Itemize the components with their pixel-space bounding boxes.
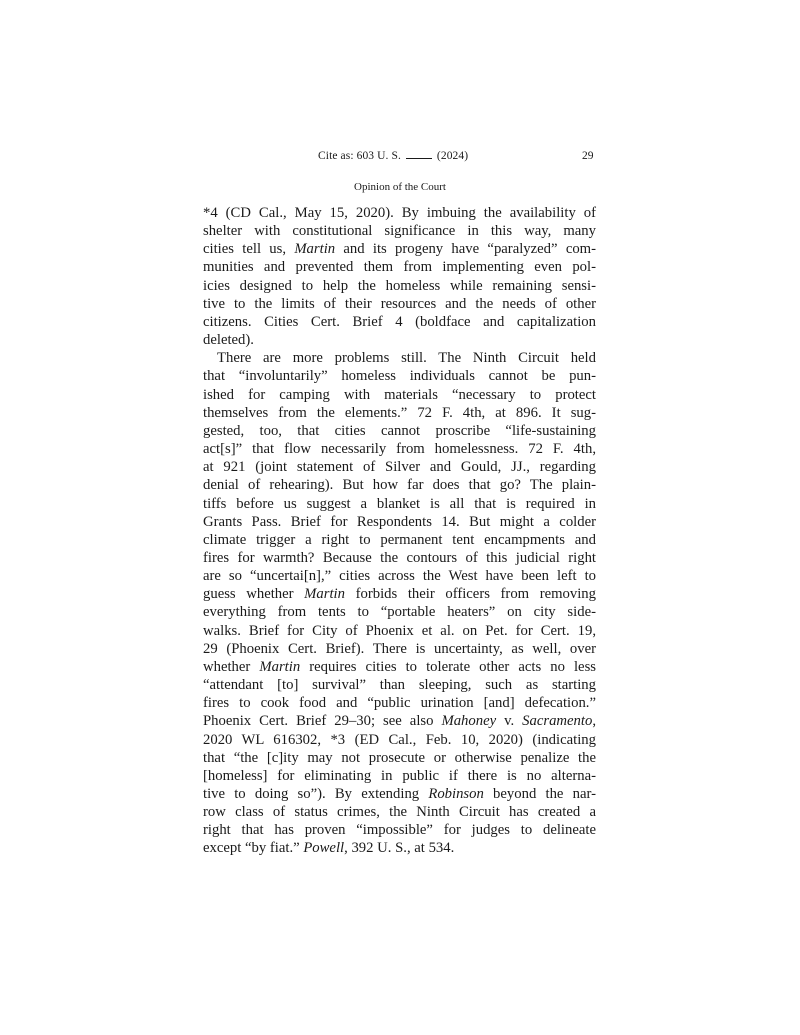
case-name: Mahoney xyxy=(441,713,497,730)
text-line: that “the [c]ity may not prosecute or otherwise penalize the xyxy=(203,749,596,766)
citation-header xyxy=(318,150,468,162)
text-line: “attendant [to] survival” than sleeping, such as starting xyxy=(203,677,596,694)
text-line: shelter with constitutional significance in this way, many xyxy=(203,223,596,240)
text-line: tive to doing so”). By extending Robinson beyond the nar- xyxy=(203,786,596,802)
text-line: themselves from the elements.” 72 F. 4th, at 896. It sug- xyxy=(203,404,596,421)
text-line: gested, too, that cities cannot proscribe “life-sustaining xyxy=(203,422,596,439)
text-line: ished for camping with materials “necessary to protect xyxy=(203,386,596,403)
text-line: denial of rehearing). But how far does that go? The plain- xyxy=(203,477,596,494)
case-name: Martin xyxy=(304,586,345,603)
text-line: that “involuntarily” homeless individuals cannot be pun- xyxy=(203,368,596,385)
cite-blank xyxy=(406,150,432,159)
text-line: whether Martin requires cities to tolerate other acts no less xyxy=(203,658,596,675)
paragraph-2 xyxy=(203,349,596,857)
text-line: 29 (Phoenix Cert. Brief). There is uncertainty, as well, over xyxy=(203,640,596,657)
case-name: Martin xyxy=(294,241,336,258)
case-name: Powell xyxy=(303,840,345,857)
text-line: everything from tents to “portable heaters” on city side- xyxy=(203,604,596,621)
text-line: walks. Brief for City of Phoenix et al. on Pet. for Cert. 19, xyxy=(203,622,596,639)
text-line: icies designed to help the homeless while remaining sensi- xyxy=(203,277,596,294)
text-line: guess whether Martin forbids their officers from removing xyxy=(203,586,596,603)
text-line: There are more problems still. The Ninth Circuit held xyxy=(217,350,596,367)
text-line: climate trigger a right to permanent tent encampments and xyxy=(203,531,596,548)
text-line: fires for warmth? Because the contours of this judicial right xyxy=(203,549,596,566)
text-line: at 921 (joint statement of Silver and Gould, JJ., regarding xyxy=(203,459,596,476)
text-line: 2020 WL 616302, *3 (ED Cal., Feb. 10, 2020) (indicating xyxy=(203,731,596,748)
text-line: row class of status crimes, the Ninth Circuit has created a xyxy=(203,804,596,821)
case-name: Sacramento xyxy=(522,713,593,730)
running-head: Opinion of the Court xyxy=(354,181,446,193)
text-line: tive to the limits of their resources and the needs of other xyxy=(203,295,596,312)
page-number: 29 xyxy=(582,150,594,162)
cite-prefix: Cite as: 603 U. S. xyxy=(318,150,401,162)
case-name: Martin xyxy=(259,658,301,675)
text-line: citizens. Cities Cert. Brief 4 (boldface and capitalization xyxy=(203,313,596,330)
text-line: deleted). xyxy=(203,332,254,349)
paragraph-1 xyxy=(203,204,596,349)
cite-suffix: (2024) xyxy=(436,150,469,162)
text-line: Phoenix Cert. Brief 29–30; see also Mahoney v. Sacramento, xyxy=(203,713,596,730)
text-line: are so “uncertai[n],” cities across the West have been left to xyxy=(203,568,596,585)
text-line: [homeless] for eliminating in public if there is no alterna- xyxy=(203,767,596,784)
text-line: act[s]” that flow necessarily from homelessness. 72 F. 4th, xyxy=(203,441,596,458)
text-line: Grants Pass. Brief for Respondents 14. But might a colder xyxy=(203,513,596,530)
text-line: right that has proven “impossible” for judges to delineate xyxy=(203,822,596,839)
opinion-body xyxy=(203,204,596,858)
text-line: fires to cook food and “public urination [and] defecation.” xyxy=(203,695,596,712)
text-line: tiffs before us suggest a blanket is all that is required in xyxy=(203,495,596,512)
text-line: except “by fiat.” Powell, 392 U. S., at 534. xyxy=(203,840,455,857)
case-name: Robinson xyxy=(428,786,484,802)
text-line: munities and prevented them from implementing even pol- xyxy=(203,259,596,276)
text-line: *4 (CD Cal., May 15, 2020). By imbuing the availability of xyxy=(203,205,596,221)
text-line: cities tell us, Martin and its progeny have “paralyzed” com- xyxy=(203,241,596,258)
